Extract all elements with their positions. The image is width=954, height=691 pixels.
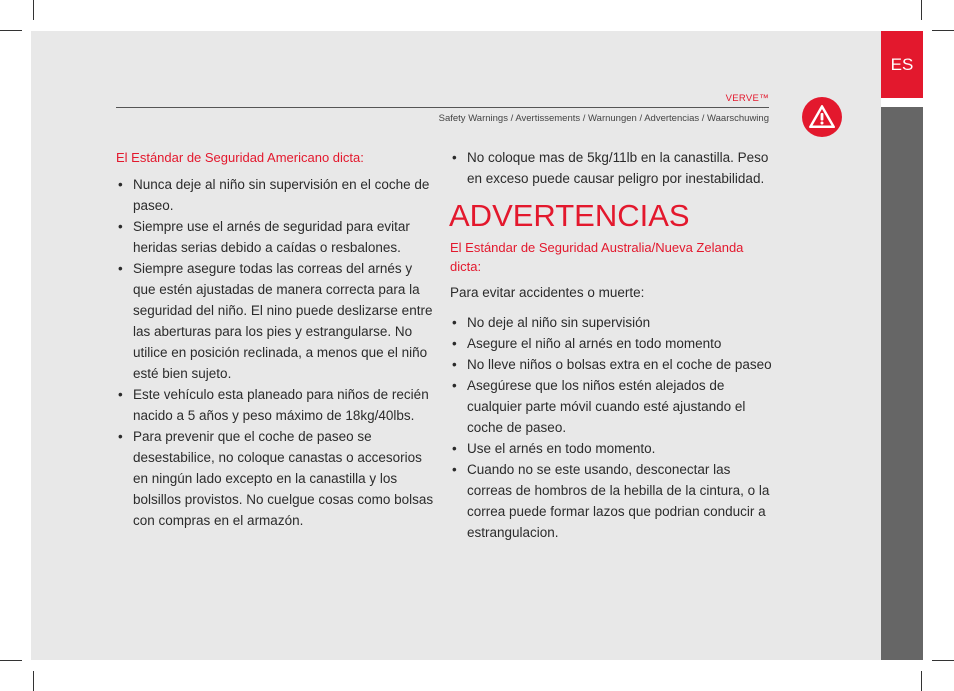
list-item: • Este vehículo esta planeado para niños de recién nacido a 5 años y peso máximo de 18kg/40lbs. bbox=[116, 384, 438, 426]
au-nz-warnings-list bbox=[450, 312, 772, 543]
crop-mark bbox=[921, 671, 922, 691]
side-band bbox=[881, 107, 923, 660]
crop-mark bbox=[0, 660, 22, 661]
crop-mark bbox=[0, 30, 22, 31]
basket-warning-list bbox=[450, 147, 772, 189]
list-item: • Siempre asegure todas las correas del arnés y que estén ajustadas de manera correcta para la seguridad del niño. El nino puede deslizarse entre las aberturas para los pies y estrangularse. No utilice en posición reclinada, a menos que el niño esté bien sujeto. bbox=[116, 258, 438, 384]
crop-mark bbox=[932, 30, 954, 31]
header-subtitle: Safety Warnings / Avertissements / Warnungen / Advertencias / Waarschuwing bbox=[438, 113, 769, 124]
list-item: • No deje al niño sin supervisión bbox=[450, 312, 772, 333]
section-intro: Para evitar accidentes o muerte: bbox=[450, 285, 645, 300]
us-warnings-list bbox=[116, 174, 438, 531]
us-standard-heading: El Estándar de Seguridad Americano dicta: bbox=[116, 150, 364, 165]
left-column bbox=[116, 147, 438, 531]
brand-name: VERVE™ bbox=[725, 93, 769, 104]
header-divider bbox=[116, 107, 769, 108]
crop-mark bbox=[932, 660, 954, 661]
au-nz-standard-heading: El Estándar de Seguridad Australia/Nueva Zelanda dicta: bbox=[450, 240, 744, 274]
right-column bbox=[450, 147, 772, 543]
list-item: • Asegure el niño al arnés en todo momento bbox=[450, 333, 772, 354]
crop-mark bbox=[33, 0, 34, 20]
list-item: • Siempre use el arnés de seguridad para evitar heridas serias debido a caídas o resbalones. bbox=[116, 216, 438, 258]
crop-mark bbox=[921, 0, 922, 20]
list-item: • Para prevenir que el coche de paseo se desestabilice, no coloque canastas o accesorios en ningún lado excepto en la canastilla y los bolsillos provistos. No cuelgue cosas como bolsas con compras en el armazón. bbox=[116, 426, 438, 531]
list-item: • No coloque mas de 5kg/11lb en la canastilla. Peso en exceso puede causar peligro por inestabilidad. bbox=[450, 147, 772, 189]
language-tab: ES bbox=[881, 31, 923, 98]
list-item: • Asegúrese que los niños estén alejados de cualquier parte móvil cuando esté ajustando el coche de paseo. bbox=[450, 375, 772, 438]
crop-mark bbox=[33, 671, 34, 691]
list-item: • Use el arnés en todo momento. bbox=[450, 438, 772, 459]
warning-triangle-icon bbox=[802, 97, 842, 137]
list-item: • No lleve niños o bolsas extra en el coche de paseo bbox=[450, 354, 772, 375]
list-item: • Nunca deje al niño sin supervisión en el coche de paseo. bbox=[116, 174, 438, 216]
list-item: • Cuando no se este usando, desconectar las correas de hombros de la hebilla de la cintura, o la correa puede formar lazos que podrian conducir a estrangulacion. bbox=[450, 459, 772, 543]
section-title: ADVERTENCIAS bbox=[449, 198, 690, 233]
